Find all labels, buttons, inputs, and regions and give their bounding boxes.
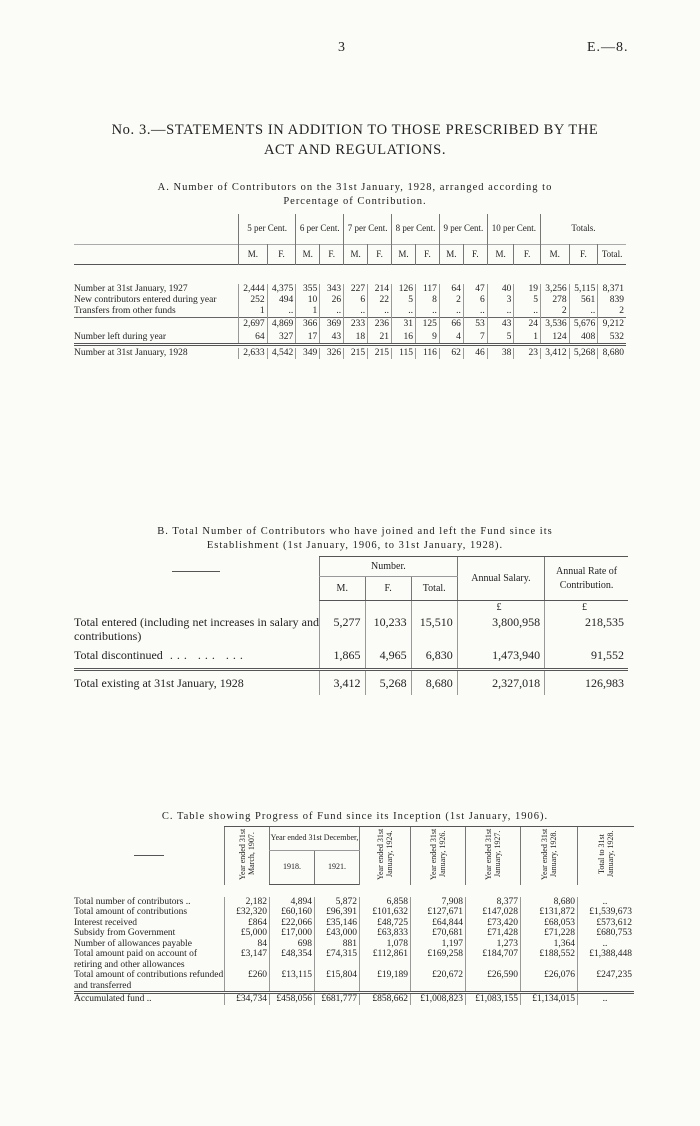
section-c-title: C. Table showing Progress of Fund since its Inception (1st January, 1906). bbox=[161, 811, 549, 822]
table-row bbox=[74, 897, 634, 908]
cell: £147,028 bbox=[466, 907, 521, 918]
salary-header: Annual Salary. bbox=[457, 557, 544, 601]
cell: 1,865 bbox=[319, 643, 365, 669]
cell: £48,354 bbox=[270, 949, 315, 970]
cell: .. bbox=[439, 306, 463, 318]
subhead: F. bbox=[463, 244, 487, 264]
cell: £858,662 bbox=[360, 993, 411, 1005]
cell: 326 bbox=[320, 348, 344, 359]
cell: £1,539,673 bbox=[578, 907, 635, 918]
section-a-title bbox=[60, 181, 650, 209]
cell: 236 bbox=[368, 318, 392, 332]
table-row bbox=[74, 284, 626, 295]
cell: £34,734 bbox=[225, 993, 270, 1005]
subhead: M. bbox=[392, 244, 416, 264]
cell: 5,676 bbox=[569, 318, 598, 332]
cell: 349 bbox=[296, 348, 320, 359]
cell: 5,268 bbox=[365, 669, 411, 695]
cell: 1,273 bbox=[466, 939, 521, 950]
cell: 9 bbox=[415, 332, 439, 345]
row-label: Interest received bbox=[74, 917, 138, 928]
cell: 233 bbox=[344, 318, 368, 332]
col-header: Year ended 31st March, 1907. bbox=[238, 828, 256, 880]
cell: 124 bbox=[540, 332, 569, 345]
cell: 40 bbox=[487, 284, 514, 295]
cell: £188,552 bbox=[521, 949, 578, 970]
cell: 5,872 bbox=[315, 897, 360, 908]
cell: 4,375 bbox=[267, 284, 296, 295]
col-header: Year ended 31st January, 1926. bbox=[429, 828, 447, 880]
cell: 532 bbox=[598, 332, 626, 345]
cell: 2 bbox=[598, 306, 626, 318]
cell: £20,672 bbox=[411, 970, 466, 993]
cell: £32,320 bbox=[225, 907, 270, 918]
row-label: Total discontinued ... ... ... bbox=[74, 643, 319, 669]
cell: 3,256 bbox=[540, 284, 569, 295]
cell: £73,420 bbox=[466, 918, 521, 929]
cell: 117 bbox=[415, 284, 439, 295]
cell: 1,364 bbox=[521, 939, 578, 950]
cell: 8,680 bbox=[411, 669, 457, 695]
cell: 126 bbox=[392, 284, 416, 295]
subhead: F. bbox=[569, 244, 598, 264]
section-a-title-line2: Percentage of Contribution. bbox=[283, 196, 427, 207]
row-label: Subsidy from Government bbox=[74, 928, 176, 938]
cell: 21 bbox=[368, 332, 392, 345]
cell: 5,115 bbox=[569, 284, 598, 295]
page-title-line2: ACT AND REGULATIONS. bbox=[263, 142, 447, 158]
cell: 4,965 bbox=[365, 643, 411, 669]
cell: 5 bbox=[487, 332, 514, 345]
row-label: Number of allowances payable bbox=[74, 938, 192, 949]
subhead: M. bbox=[296, 244, 320, 264]
cell: 7,908 bbox=[411, 897, 466, 908]
cell: £63,833 bbox=[360, 928, 411, 939]
cell: £131,872 bbox=[521, 907, 578, 918]
cell: £169,258 bbox=[411, 949, 466, 970]
table-row bbox=[74, 669, 628, 695]
cell: 22 bbox=[368, 295, 392, 306]
cell: 53 bbox=[463, 318, 487, 332]
cell: 1,197 bbox=[411, 939, 466, 950]
table-row bbox=[74, 970, 634, 993]
cell: 2 bbox=[540, 306, 569, 318]
cell: £48,725 bbox=[360, 918, 411, 929]
cell: 6 bbox=[463, 295, 487, 306]
cell: 366 bbox=[296, 318, 320, 332]
cell: 2,633 bbox=[239, 348, 268, 359]
cell: .. bbox=[368, 306, 392, 318]
cell: 6,858 bbox=[360, 897, 411, 908]
cell: £573,612 bbox=[578, 918, 635, 929]
cell: 19 bbox=[514, 284, 541, 295]
cell: .. bbox=[578, 897, 635, 908]
cell: 8,680 bbox=[521, 897, 578, 908]
cell: 5,268 bbox=[569, 348, 598, 359]
cell: £5,000 bbox=[225, 928, 270, 939]
cell: £19,189 bbox=[360, 970, 411, 993]
col-header: Year ended 31st January, 1928. bbox=[540, 828, 558, 880]
cell: 4,869 bbox=[267, 318, 296, 332]
cell: 66 bbox=[439, 318, 463, 332]
cell: 3 bbox=[487, 295, 514, 306]
subhead: F. bbox=[514, 244, 541, 264]
cell: 62 bbox=[439, 348, 463, 359]
cell: 47 bbox=[463, 284, 487, 295]
cell: £458,056 bbox=[270, 993, 315, 1005]
cell: 1 bbox=[296, 306, 320, 318]
cell: 327 bbox=[267, 332, 296, 345]
row-label: New contributors entered during year bbox=[74, 295, 217, 305]
cell: 126,983 bbox=[545, 669, 628, 695]
cell: £60,160 bbox=[270, 907, 315, 918]
cell: .. bbox=[578, 939, 635, 950]
table-row bbox=[74, 318, 626, 332]
cell: £13,115 bbox=[270, 970, 315, 993]
cell: 494 bbox=[267, 295, 296, 306]
table-row bbox=[74, 918, 634, 929]
cell: .. bbox=[569, 306, 598, 318]
table-row bbox=[74, 949, 634, 970]
cell: 125 bbox=[415, 318, 439, 332]
col-header: Year ended 31st January, 1927. bbox=[484, 828, 502, 880]
total-header: Total. bbox=[411, 577, 457, 601]
cell: 8,377 bbox=[466, 897, 521, 908]
subhead: M. bbox=[239, 244, 268, 264]
cell: £43,000 bbox=[315, 928, 360, 939]
cell: £71,228 bbox=[521, 928, 578, 939]
cell: £71,428 bbox=[466, 928, 521, 939]
cell: 43 bbox=[320, 332, 344, 345]
row-label: Number at 31st January, 1927 bbox=[74, 284, 188, 294]
cell: 369 bbox=[320, 318, 344, 332]
cell: 1 bbox=[514, 332, 541, 345]
cell: £112,861 bbox=[360, 949, 411, 970]
cell: 23 bbox=[514, 348, 541, 359]
cell: 115 bbox=[392, 348, 416, 359]
cell: £1,083,155 bbox=[466, 993, 521, 1005]
cell: 218,535 bbox=[545, 615, 628, 643]
cell: 5 bbox=[514, 295, 541, 306]
table-row bbox=[74, 306, 626, 318]
currency-symbol: £ bbox=[457, 601, 544, 616]
row-label: Total existing at 31st January, 1928 bbox=[74, 675, 244, 690]
cell: 38 bbox=[487, 348, 514, 359]
cell: 8,371 bbox=[598, 284, 626, 295]
cell: £1,134,015 bbox=[521, 993, 578, 1005]
cell: £127,671 bbox=[411, 907, 466, 918]
row-label: Accumulated fund .. bbox=[74, 994, 152, 1004]
cell: £101,632 bbox=[360, 907, 411, 918]
table-row bbox=[74, 993, 634, 1005]
cell: 214 bbox=[368, 284, 392, 295]
cell: .. bbox=[267, 306, 296, 318]
cell: 6 bbox=[344, 295, 368, 306]
cell: .. bbox=[487, 306, 514, 318]
cell: £1,008,823 bbox=[411, 993, 466, 1005]
cell: 1,473,940 bbox=[457, 643, 544, 669]
cell: 2,697 bbox=[239, 318, 268, 332]
cell: 9,212 bbox=[598, 318, 626, 332]
cell: 4,542 bbox=[267, 348, 296, 359]
f-header: F. bbox=[365, 577, 411, 601]
page-title-line1: No. 3.—STATEMENTS IN ADDITION TO THOSE PRESCRIBED BY THE bbox=[111, 122, 599, 138]
cell: £64,844 bbox=[411, 918, 466, 929]
group-7-per-cent: 7 per Cent. bbox=[344, 214, 392, 244]
fund-progress-table bbox=[74, 826, 634, 1005]
cell: 10,233 bbox=[365, 615, 411, 643]
table-row bbox=[74, 928, 634, 939]
cell: 26 bbox=[320, 295, 344, 306]
cell: 6,830 bbox=[411, 643, 457, 669]
row-label: Total amount of contributions refunded and transferred bbox=[74, 970, 224, 991]
col-header: Year ended 31st January, 1924. bbox=[376, 828, 394, 880]
cell: .. bbox=[320, 306, 344, 318]
group-10-per-cent: 10 per Cent. bbox=[487, 214, 540, 244]
cell: 839 bbox=[598, 295, 626, 306]
group-6-per-cent: 6 per Cent. bbox=[296, 214, 344, 244]
row-label: Total amount of contributions bbox=[74, 907, 188, 917]
cell: 16 bbox=[392, 332, 416, 345]
section-b-title-line2: Establishment (1st January, 1906, to 31st January, 1928). bbox=[206, 540, 504, 551]
cell: £26,076 bbox=[521, 970, 578, 993]
cell: £247,235 bbox=[578, 970, 635, 993]
cell: 8 bbox=[415, 295, 439, 306]
table-row bbox=[74, 348, 626, 359]
cell: £35,146 bbox=[315, 918, 360, 929]
cell: 698 bbox=[270, 939, 315, 950]
row-label: Number at 31st January, 1928 bbox=[74, 348, 188, 358]
cell: 31 bbox=[392, 318, 416, 332]
cell: 408 bbox=[569, 332, 598, 345]
cell: £74,315 bbox=[315, 949, 360, 970]
row-label: Total entered (including net increases in salary and contributions) bbox=[74, 615, 319, 643]
cell: £864 bbox=[225, 918, 270, 929]
cell: 24 bbox=[514, 318, 541, 332]
cell: £70,681 bbox=[411, 928, 466, 939]
cell: 46 bbox=[463, 348, 487, 359]
cell: 8,680 bbox=[598, 348, 626, 359]
cell: £681,777 bbox=[315, 993, 360, 1005]
subhead: M. bbox=[344, 244, 368, 264]
total-contributors-table bbox=[74, 556, 628, 695]
section-b-title-line1: B. Total Number of Contributors who have joined and left the Fund since its bbox=[157, 526, 553, 537]
cell: £96,391 bbox=[315, 907, 360, 918]
cell: 252 bbox=[239, 295, 268, 306]
cell: 2,327,018 bbox=[457, 669, 544, 695]
rate-header: Annual Rate of Contribution. bbox=[545, 557, 628, 601]
cell: 215 bbox=[344, 348, 368, 359]
section-b-title bbox=[60, 525, 650, 553]
document-reference: E.—8. bbox=[587, 40, 629, 55]
page-title bbox=[60, 120, 650, 160]
col-header: 1921. bbox=[315, 851, 360, 885]
cell: 18 bbox=[344, 332, 368, 345]
col-group-header: Year ended 31st December, bbox=[270, 827, 360, 851]
cell: £184,707 bbox=[466, 949, 521, 970]
cell: 1 bbox=[239, 306, 268, 318]
cell: £260 bbox=[225, 970, 270, 993]
table-row bbox=[74, 615, 628, 643]
cell: .. bbox=[463, 306, 487, 318]
cell: 2,444 bbox=[239, 284, 268, 295]
cell: 1,078 bbox=[360, 939, 411, 950]
cell: 7 bbox=[463, 332, 487, 345]
row-label: Number left during year bbox=[74, 332, 239, 345]
cell: 355 bbox=[296, 284, 320, 295]
row-label: Total number of contributors .. bbox=[74, 896, 191, 907]
table-row bbox=[74, 295, 626, 306]
currency-symbol: £ bbox=[545, 601, 628, 616]
cell: 5 bbox=[392, 295, 416, 306]
cell: 3,412 bbox=[540, 348, 569, 359]
cell: £680,753 bbox=[578, 928, 635, 939]
group-8-per-cent: 8 per Cent. bbox=[392, 214, 440, 244]
cell: 91,552 bbox=[545, 643, 628, 669]
cell: £17,000 bbox=[270, 928, 315, 939]
cell: 64 bbox=[239, 332, 268, 345]
cell: £3,147 bbox=[225, 949, 270, 970]
cell: 84 bbox=[225, 939, 270, 950]
m-header: M. bbox=[319, 577, 365, 601]
cell: £68,053 bbox=[521, 918, 578, 929]
section-a-title-line1: A. Number of Contributors on the 31st January, 1928, arranged according to bbox=[157, 182, 553, 193]
group-5-per-cent: 5 per Cent. bbox=[239, 214, 296, 244]
cell: .. bbox=[415, 306, 439, 318]
subhead: F. bbox=[267, 244, 296, 264]
cell: 5,277 bbox=[319, 615, 365, 643]
cell: £15,804 bbox=[315, 970, 360, 993]
subhead: F. bbox=[320, 244, 344, 264]
row-label bbox=[74, 318, 239, 332]
cell: £26,590 bbox=[466, 970, 521, 993]
cell: 116 bbox=[415, 348, 439, 359]
cell: £1,388,448 bbox=[578, 949, 635, 970]
cell: 2 bbox=[439, 295, 463, 306]
subhead: F. bbox=[368, 244, 392, 264]
col-header: Total to 31st January, 1928. bbox=[597, 830, 615, 878]
cell: 278 bbox=[540, 295, 569, 306]
group-9-per-cent: 9 per Cent. bbox=[439, 214, 487, 244]
cell: 4,894 bbox=[270, 897, 315, 908]
subhead: Total. bbox=[598, 244, 626, 264]
subhead: M. bbox=[439, 244, 463, 264]
contributors-percentage-table bbox=[74, 214, 626, 359]
cell: 3,412 bbox=[319, 669, 365, 695]
cell: 64 bbox=[439, 284, 463, 295]
row-label: Total amount paid on account of retiring and other allowances bbox=[74, 949, 198, 970]
cell: 227 bbox=[344, 284, 368, 295]
cell: 2,182 bbox=[225, 897, 270, 908]
cell: 43 bbox=[487, 318, 514, 332]
subhead: M. bbox=[540, 244, 569, 264]
cell: .. bbox=[344, 306, 368, 318]
cell: 10 bbox=[296, 295, 320, 306]
table-row bbox=[74, 643, 628, 669]
subhead: M. bbox=[487, 244, 514, 264]
page-number: 3 bbox=[338, 40, 345, 55]
cell: 881 bbox=[315, 939, 360, 950]
cell: 561 bbox=[569, 295, 598, 306]
cell: 17 bbox=[296, 332, 320, 345]
cell: 343 bbox=[320, 284, 344, 295]
cell: 3,800,958 bbox=[457, 615, 544, 643]
cell: .. bbox=[578, 993, 635, 1005]
cell: £22,066 bbox=[270, 918, 315, 929]
table-row bbox=[74, 939, 634, 950]
subhead: F. bbox=[415, 244, 439, 264]
group-totals: Totals. bbox=[540, 214, 626, 244]
cell: 15,510 bbox=[411, 615, 457, 643]
table-row bbox=[74, 332, 626, 345]
col-header: 1918. bbox=[270, 851, 315, 885]
cell: .. bbox=[514, 306, 541, 318]
cell: .. bbox=[392, 306, 416, 318]
cell: 4 bbox=[439, 332, 463, 345]
table-row bbox=[74, 907, 634, 918]
row-label: Transfers from other funds bbox=[74, 306, 176, 316]
cell: 3,536 bbox=[540, 318, 569, 332]
cell: 215 bbox=[368, 348, 392, 359]
number-header: Number. bbox=[319, 557, 457, 577]
